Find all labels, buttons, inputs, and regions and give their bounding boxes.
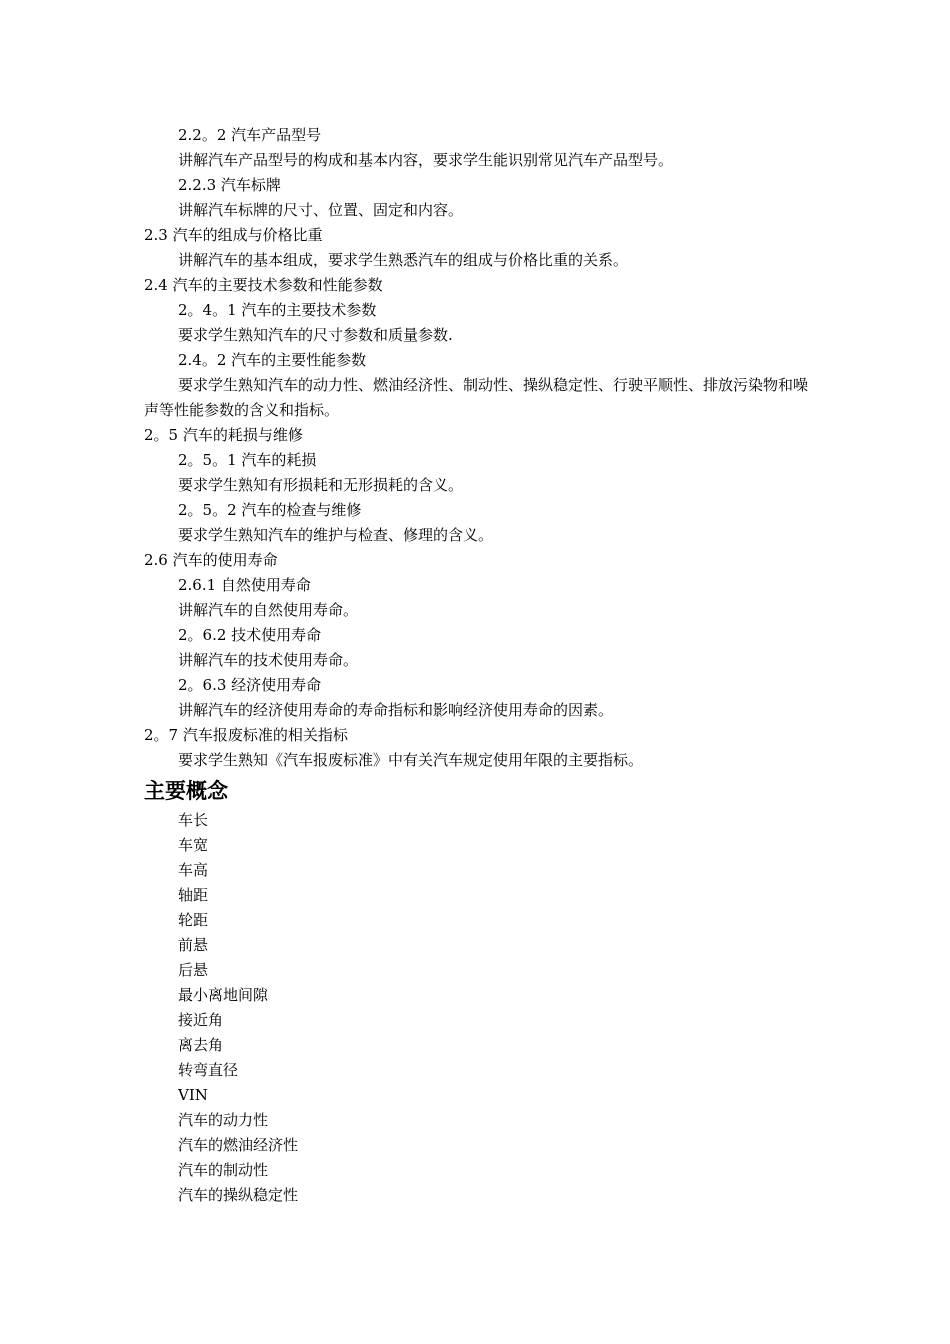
concept-item: 转弯直径 [178, 1061, 239, 1079]
paragraph: 要求学生熟知《汽车报废标准》中有关汽车规定使用年限的主要指标。 [178, 751, 644, 769]
section-heading-2-3: 2.3 汽车的组成与价格比重 [144, 226, 323, 244]
concept-item: 车宽 [178, 836, 209, 854]
concept-item: 轴距 [178, 886, 209, 904]
syllabus-sections [144, 123, 814, 773]
concept-item: 汽车的燃油经济性 [178, 1136, 299, 1154]
paragraph: 要求学生熟知汽车的尺寸参数和质量参数. [178, 326, 453, 344]
subsection-heading-2-5-2: 2。5。2 汽车的检查与维修 [178, 501, 362, 519]
paragraph: 讲解汽车的基本组成，要求学生熟悉汽车的组成与价格比重的关系。 [178, 251, 629, 269]
paragraph-multiline: 要求学生熟知汽车的动力性、燃油经济性、制动性、操纵稳定性、行驶平顺性、排放污染物和噪声等性能参数的含义和指标。 [144, 376, 809, 419]
section-heading-2-7: 2。7 汽车报废标准的相关指标 [144, 726, 348, 744]
paragraph: 要求学生熟知汽车的维护与检查、修理的含义。 [178, 526, 494, 544]
subsection-heading-2-6-2: 2。6.2 技术使用寿命 [178, 626, 322, 644]
concept-item: 汽车的制动性 [178, 1161, 269, 1179]
concept-item: 前悬 [178, 936, 209, 954]
concepts-heading: 主要概念 [144, 779, 228, 803]
section-heading-2-5: 2。5 汽车的耗损与维修 [144, 426, 303, 444]
paragraph: 讲解汽车标牌的尺寸、位置、固定和内容。 [178, 201, 464, 219]
paragraph: 讲解汽车的经济使用寿命的寿命指标和影响经济使用寿命的因素。 [178, 701, 614, 719]
subsection-heading-2-4-1: 2。4。1 汽车的主要技术参数 [178, 301, 377, 319]
subsection-heading-2-6-3: 2。6.3 经济使用寿命 [178, 676, 322, 694]
concept-item: 汽车的操纵稳定性 [178, 1186, 299, 1204]
paragraph: 讲解汽车的技术使用寿命。 [178, 651, 359, 669]
concept-item: 车长 [178, 811, 209, 829]
paragraph: 要求学生熟知有形损耗和无形损耗的含义。 [178, 476, 464, 494]
concept-item: 轮距 [178, 911, 209, 929]
paragraph: 讲解汽车的自然使用寿命。 [178, 601, 359, 619]
concept-item: VIN [178, 1086, 208, 1104]
concepts-list [144, 808, 814, 1208]
section-heading-2-6: 2.6 汽车的使用寿命 [144, 551, 278, 569]
subsection-heading-2-2-3: 2.2.3 汽车标牌 [178, 176, 281, 194]
concept-item: 接近角 [178, 1011, 224, 1029]
concept-item: 后悬 [178, 961, 209, 979]
subsection-heading-2-6-1: 2.6.1 自然使用寿命 [178, 576, 311, 594]
section-heading-2-4: 2.4 汽车的主要技术参数和性能参数 [144, 276, 383, 294]
subsection-heading-2-5-1: 2。5。1 汽车的耗损 [178, 451, 317, 469]
paragraph: 讲解汽车产品型号的构成和基本内容，要求学生能识别常见汽车产品型号。 [178, 151, 674, 169]
concept-item: 汽车的动力性 [178, 1111, 269, 1129]
subsection-heading-2-2-2: 2.2。2 汽车产品型号 [178, 126, 322, 144]
concept-item: 最小离地间隙 [178, 986, 269, 1004]
subsection-heading-2-4-2: 2.4。2 汽车的主要性能参数 [178, 351, 367, 369]
concept-item: 离去角 [178, 1036, 224, 1054]
document-content [144, 123, 814, 1208]
concept-item: 车高 [178, 861, 209, 879]
